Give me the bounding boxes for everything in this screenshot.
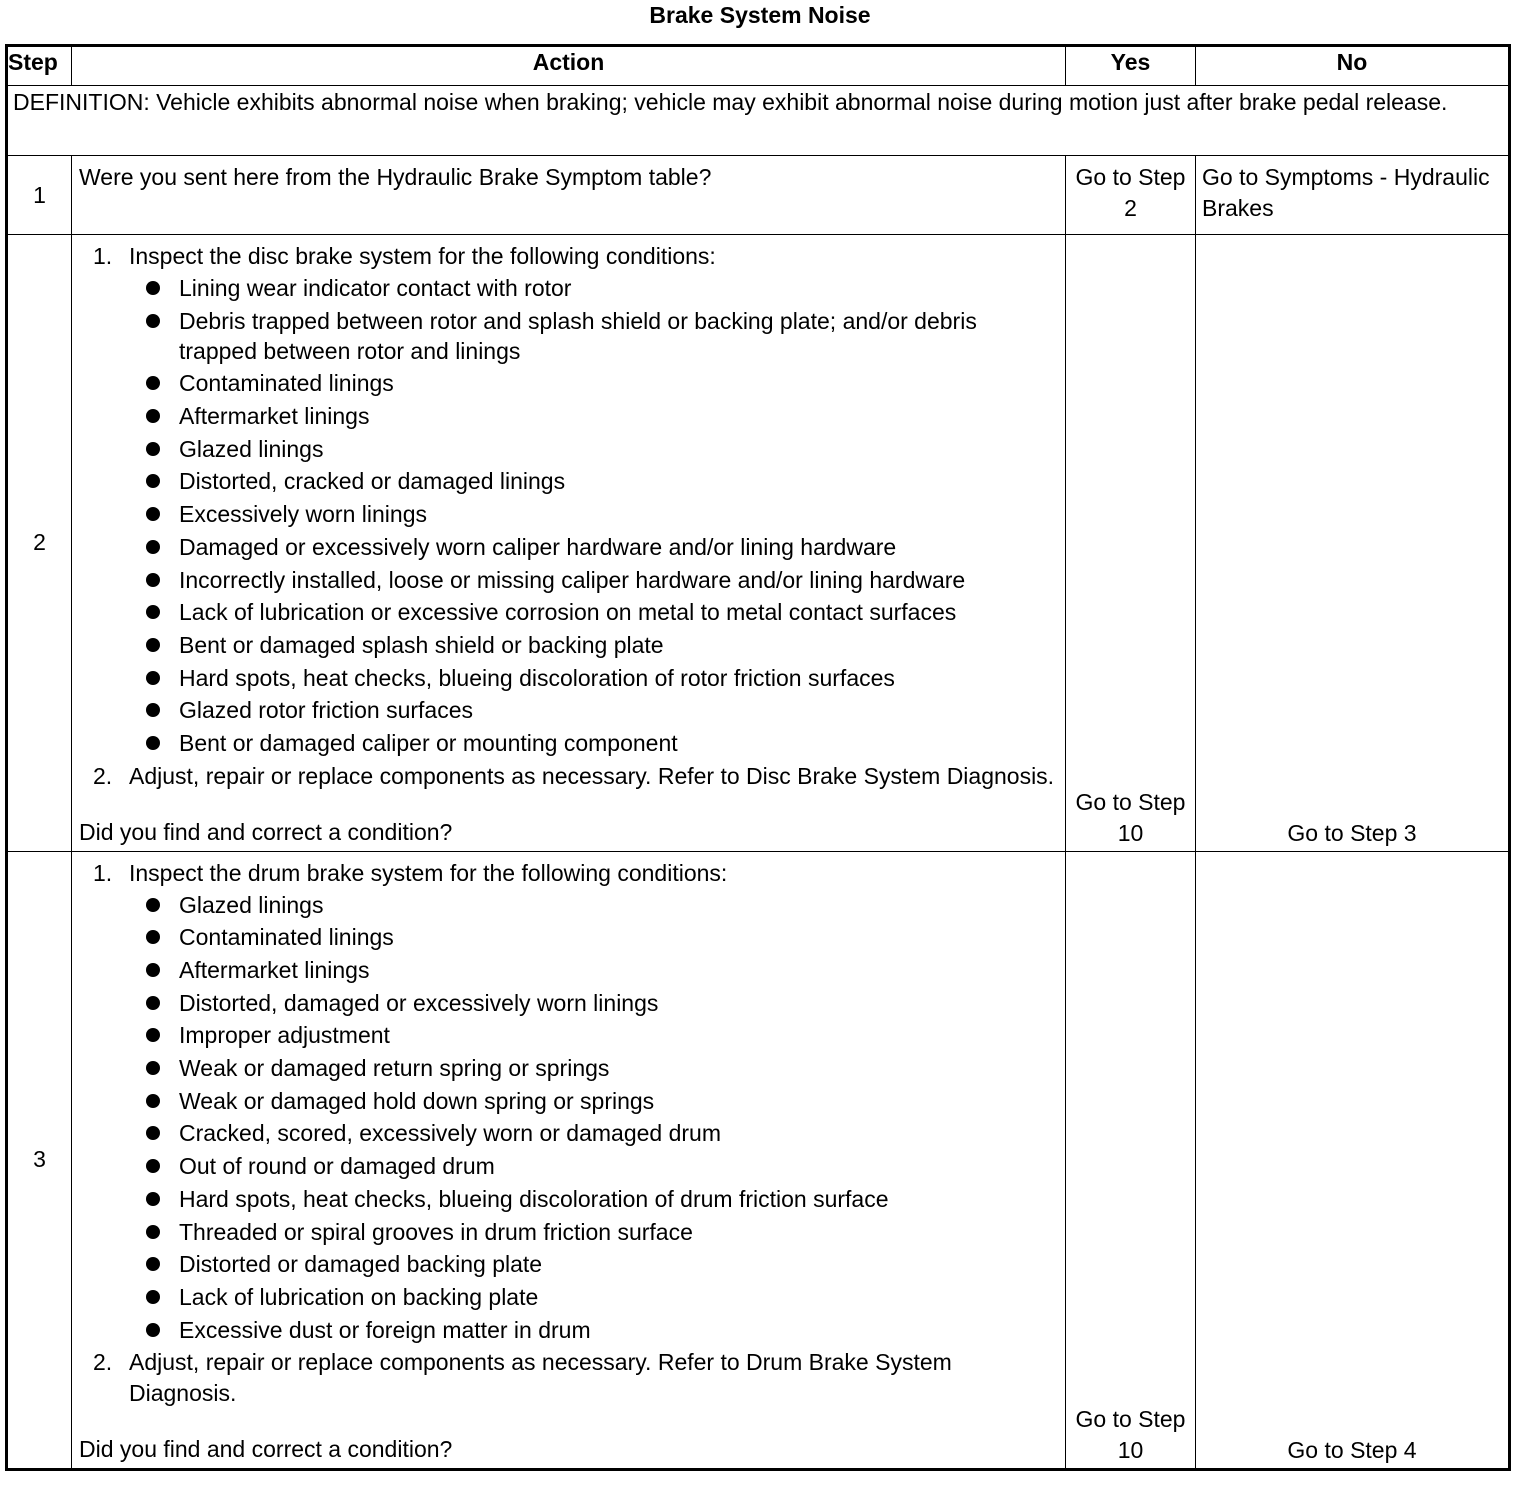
yes-result: Go to Step 10 (1066, 851, 1196, 1470)
condition-item (129, 1282, 1057, 1312)
condition-text: Damaged or excessively worn caliper hardware and/or lining hardware (179, 533, 897, 560)
condition-text: Distorted or damaged backing plate (179, 1251, 543, 1278)
action-cell (72, 235, 1066, 852)
condition-text: Threaded or spiral grooves in drum friction surface (179, 1218, 693, 1245)
condition-item (129, 922, 1057, 952)
instruction-item (79, 761, 1057, 792)
instruction-number: 1. (93, 243, 113, 269)
condition-text: Hard spots, heat checks, blueing discoloration of rotor friction surfaces (179, 664, 895, 691)
instruction-item (79, 1347, 1057, 1409)
condition-item (129, 1086, 1057, 1116)
instruction-number: 2. (93, 762, 113, 789)
bullet-icon (146, 1257, 160, 1271)
bullet-icon (146, 930, 160, 944)
bullet-icon (146, 1290, 160, 1304)
condition-item (129, 890, 1057, 920)
yes-result: Go to Step 2 (1066, 156, 1196, 235)
bullet-icon (146, 605, 160, 619)
bullet-icon (146, 638, 160, 652)
bullet-icon (146, 409, 160, 423)
bullet-icon (146, 474, 160, 488)
bullet-icon (146, 1028, 160, 1042)
condition-item (129, 988, 1057, 1018)
condition-item (129, 1184, 1057, 1214)
instruction-number: 2. (93, 1349, 113, 1376)
condition-item (129, 695, 1057, 725)
condition-text: Glazed rotor friction surfaces (179, 697, 474, 724)
condition-item (129, 1151, 1057, 1181)
header-action: Action (72, 46, 1066, 86)
instruction-text: Adjust, repair or replace components as necessary. Refer to Drum Brake System Diagnosis. (129, 1349, 952, 1407)
condition-item (129, 434, 1057, 464)
instruction-text: Adjust, repair or replace components as necessary. Refer to Disc Brake System Diagnosis. (129, 762, 1055, 789)
condition-item (129, 273, 1057, 303)
question-text: Did you find and correct a condition? (79, 1436, 453, 1463)
step-number: 2 (7, 235, 72, 852)
instruction-text: Inspect the disc brake system for the following conditions: (129, 243, 716, 269)
yes-result: Go to Step 10 (1066, 235, 1196, 852)
condition-text: Bent or damaged caliper or mounting component (179, 729, 678, 756)
bullet-icon (146, 1192, 160, 1206)
bullet-icon (146, 507, 160, 521)
condition-text: Excessively worn linings (179, 501, 427, 528)
bullet-icon (146, 1126, 160, 1140)
bullet-icon (146, 1323, 160, 1337)
condition-text: Out of round or damaged drum (179, 1153, 495, 1180)
condition-item (129, 1118, 1057, 1148)
bullet-icon (146, 736, 160, 750)
condition-text: Aftermarket linings (179, 403, 370, 430)
condition-item (129, 597, 1057, 627)
condition-text: Lining wear indicator contact with rotor (179, 275, 572, 301)
condition-item (129, 401, 1057, 431)
condition-text: Glazed linings (179, 891, 324, 918)
condition-item (129, 955, 1057, 985)
condition-item (129, 630, 1057, 660)
condition-text: Lack of lubrication on backing plate (179, 1283, 539, 1310)
condition-text: Incorrectly installed, loose or missing caliper hardware and/or lining hardware (179, 566, 966, 593)
condition-item (129, 1217, 1057, 1247)
condition-item (129, 1249, 1057, 1279)
bullet-icon (146, 963, 160, 977)
bullet-icon (146, 671, 160, 685)
condition-item (129, 499, 1057, 529)
condition-item (129, 368, 1057, 398)
bullet-icon (146, 1159, 160, 1173)
condition-item (129, 1053, 1057, 1083)
diagnostic-table (5, 44, 1511, 1471)
condition-text: Contaminated linings (179, 924, 394, 951)
bullet-icon (146, 1061, 160, 1075)
header-no: No (1196, 46, 1510, 86)
bullet-icon (146, 442, 160, 456)
page-title: Brake System Noise (649, 2, 871, 28)
condition-item (129, 1020, 1057, 1050)
header-yes: Yes (1066, 46, 1196, 86)
no-result: Go to Step 4 (1196, 851, 1510, 1470)
header-row (7, 46, 1510, 86)
condition-item (129, 466, 1057, 496)
condition-text: Aftermarket linings (179, 957, 370, 983)
condition-text: Glazed linings (179, 435, 324, 462)
no-result: Go to Symptoms - Hydraulic Brakes (1196, 156, 1510, 235)
condition-item (129, 663, 1057, 693)
action-cell (72, 851, 1066, 1470)
condition-text: Cracked, scored, excessively worn or damaged drum (179, 1120, 722, 1147)
step-number: 1 (7, 156, 72, 235)
bullet-icon (146, 573, 160, 587)
bullet-icon (146, 1094, 160, 1108)
condition-text: Debris trapped between rotor and splash shield or backing plate; and/or debris trapped between rotor and linings (179, 307, 977, 364)
table-row-step-2 (7, 235, 1510, 852)
instruction-item (79, 858, 1057, 1345)
bullet-icon (146, 540, 160, 554)
condition-text: Improper adjustment (179, 1022, 390, 1049)
action-text: Were you sent here from the Hydraulic Brake Symptom table? (72, 156, 1066, 235)
condition-text: Contaminated linings (179, 370, 394, 397)
instruction-item (79, 241, 1057, 758)
condition-item (129, 728, 1057, 758)
condition-item (129, 565, 1057, 595)
bullet-icon (146, 996, 160, 1010)
condition-list (129, 890, 1057, 1345)
condition-text: Weak or damaged return spring or springs (179, 1055, 610, 1082)
bullet-icon (146, 898, 160, 912)
definition-row (7, 86, 1510, 156)
condition-text: Distorted, cracked or damaged linings (179, 468, 566, 495)
condition-item (129, 306, 1057, 366)
condition-item (129, 532, 1057, 562)
condition-text: Excessive dust or foreign matter in drum (179, 1316, 591, 1343)
instruction-list (79, 241, 1057, 792)
condition-text: Distorted, damaged or excessively worn linings (179, 989, 659, 1016)
header-step: Step (7, 46, 72, 86)
bullet-icon (146, 281, 160, 295)
condition-text: Bent or damaged splash shield or backing plate (179, 631, 664, 658)
condition-text: Hard spots, heat checks, blueing discoloration of drum friction surface (179, 1185, 889, 1212)
instruction-number: 1. (93, 859, 113, 886)
condition-text: Weak or damaged hold down spring or springs (179, 1087, 655, 1114)
condition-item (129, 1315, 1057, 1345)
step-number: 3 (7, 851, 72, 1470)
definition-text: DEFINITION: Vehicle exhibits abnormal noise when braking; vehicle may exhibit abnormal noise during motion just after brake pedal release. (7, 86, 1510, 156)
bullet-icon (146, 314, 160, 328)
bullet-icon (146, 1225, 160, 1239)
condition-text: Lack of lubrication or excessive corrosion on metal to metal contact surfaces (179, 599, 957, 626)
table-row-step-1 (7, 156, 1510, 235)
bullet-icon (146, 376, 160, 390)
bullet-icon (146, 703, 160, 717)
instruction-text: Inspect the drum brake system for the following conditions: (129, 859, 728, 886)
condition-list (129, 273, 1057, 758)
table-row-step-3 (7, 851, 1510, 1470)
instruction-list (79, 858, 1057, 1410)
question-text: Did you find and correct a condition? (79, 818, 453, 845)
no-result: Go to Step 3 (1196, 235, 1510, 852)
